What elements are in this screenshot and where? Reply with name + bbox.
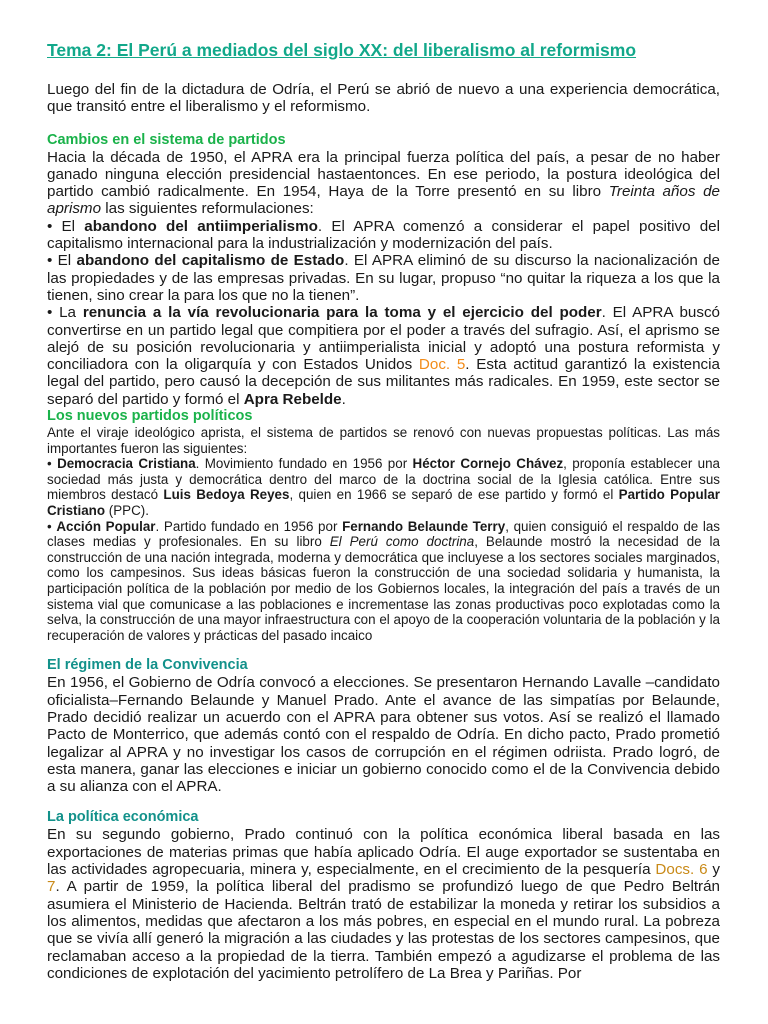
heading-cambios: Cambios en el sistema de partidos [47,131,286,148]
s2-bullet-dc: • Democracia Cristiana. Movimiento fundado en 1956 por Héctor Cornejo Chávez, proponía establecer una sociedad más justa y democrática dentro del marco de la doctrina social de la Iglesia católica. Entre sus miembros destacó Luis Bedoya Reyes, quien en 1966 se separó de ese partido y formó el Partido Popular Cristiano (PPC). [47,456,720,519]
s1-paragraph: Hacia la década de 1950, el APRA era la principal fuerza política del país, a pesar de no haber ganado ninguna elección presidencial hastaentonces. En ese periodo, la postura ideológica del partido cambió radicalmente. En 1954, Haya de la Torre presentó en su libro Treinta años de aprismo las siguientes reformulaciones: [47,148,721,218]
s3-paragraph: En 1956, el Gobierno de Odría convocó a elecciones. Se presentaron Hernando Lavalle –candidato oficialista–Fernando Belaunde y Manuel Prado. Ante el avance de las simpatías por Belaunde, Prado decidió realizar un acuerdo con el APRA para obtener sus votos. Así se realizó el llamado Pacto de Monterrico, que además contó con el respaldo de Odría. En dicho pacto, Prado prometió legalizar al APRA y no investigar los casos de corrupción en el régimen odriista. Prado logró, de esta manera, ganar las elecciones e iniciar un gobierno conocido como el de la Convivencia debido a su alianza con el APRA. [47,674,720,796]
doc-reference-7[interactable]: 7 [47,878,56,896]
intro-paragraph: Luego del fin de la dictadura de Odría, el Perú se abrió de nuevo a una experiencia democrática, que transitó entre el liberalismo y el reformismo. [47,81,720,116]
s4-paragraph: En su segundo gobierno, Prado continuó con la política económica liberal basada en las exportaciones de materias primas que había aplicado Odría. El auge exportador se sustentaba en las actividades agropecuaria, minera y, especialmente, en el crecimiento de la pesquería Docs. 6 y 7. A partir de 1959, la política liberal del pradismo se profundizó luego de que Pedro Beltrán asumiera el Ministerio de Hacienda. Beltrán trató de estabilizar la moneda y retirar los subsidios a los alimentos, medidas que afectaron a los más pobres, en especial en el mundo rural. La pobreza que se vivía allí generó la migración a las ciudades y las protestas de los sectores campesinos, que reclamaban acceso a la propiedad de la tierra. También empezó a agudizarse el problema de las condiciones de explotación del yacimiento petrolífero de La Brea y Pariñas. Por [47,826,720,982]
book-title: Treinta años de aprismo [47,183,721,218]
s2-intro: Ante el viraje ideológico aprista, el sistema de partidos se renovó con nuevas propuestas políticas. Las más importantes fueron las siguientes: [47,425,720,456]
doc-reference-5[interactable]: Doc. 5 [418,356,466,374]
heading-convivencia: El régimen de la Convivencia [47,657,248,674]
heading-nuevos-partidos: Los nuevos partidos políticos [47,408,253,425]
s1-bullet-1: • El abandono del antiimperialismo. El APRA comenzó a considerar el papel positivo del capitalismo internacional para la industrialización y modernización del país. [47,217,721,253]
page-title: Tema 2: El Perú a mediados del siglo XX: del liberalismo al reformismo [47,40,637,60]
s2-bullet-ap: • Acción Popular. Partido fundado en 1956 por Fernando Belaunde Terry, quien consiguió el respaldo de las clases medias y profesionales. En su libro El Perú como doctrina, Belaunde mostró la necesidad de la construcción de una nación integrada, moderna y democrática que incluyese a los sectores sociales marginados, como los campesinos. Sus ideas básicas fueron la construcción de una sociedad solidaria y humanista, la participación política de la población por medio de los Gobiernos locales, la integración del país a través de un sistema vial que comunicase a las poblaciones e incrementase las zonas productivas poco explotadas como la selva, la construcción de una mayor infraestructura con el apoyo de la cooperación voluntaria de la población y la recuperación de valores y prácticas del pasado incaico [47,518,721,643]
doc-reference-6[interactable]: Docs. 6 [655,861,708,879]
heading-politica-economica: La política económica [47,809,199,826]
s1-bullet-2: • El abandono del capitalismo de Estado. El APRA eliminó de su discurso la nacionalización de las propiedades y de las empresas privadas. En su lugar, propuso “no quitar la riqueza a los que la tienen, sino crear la para los que no la tienen”. [47,252,720,304]
s1-bullet-3: • La renuncia a la vía revolucionaria para la toma y el ejercicio del poder. El APRA buscó convertirse en un partido legal que compitiera por el poder a través del sufragio. Así, el aprismo se alejó de su posición revolucionaria y antiimperialista inicial y adoptó una postura reformista y conciliadora con la oligarquía y con Estados Unidos Doc. 5. Esta actitud garantizó la existencia legal del partido, pero causó la decepción de sus militantes más radicales. En 1959, este sector se separó del partido y formó el Apra Rebelde. [47,304,720,408]
